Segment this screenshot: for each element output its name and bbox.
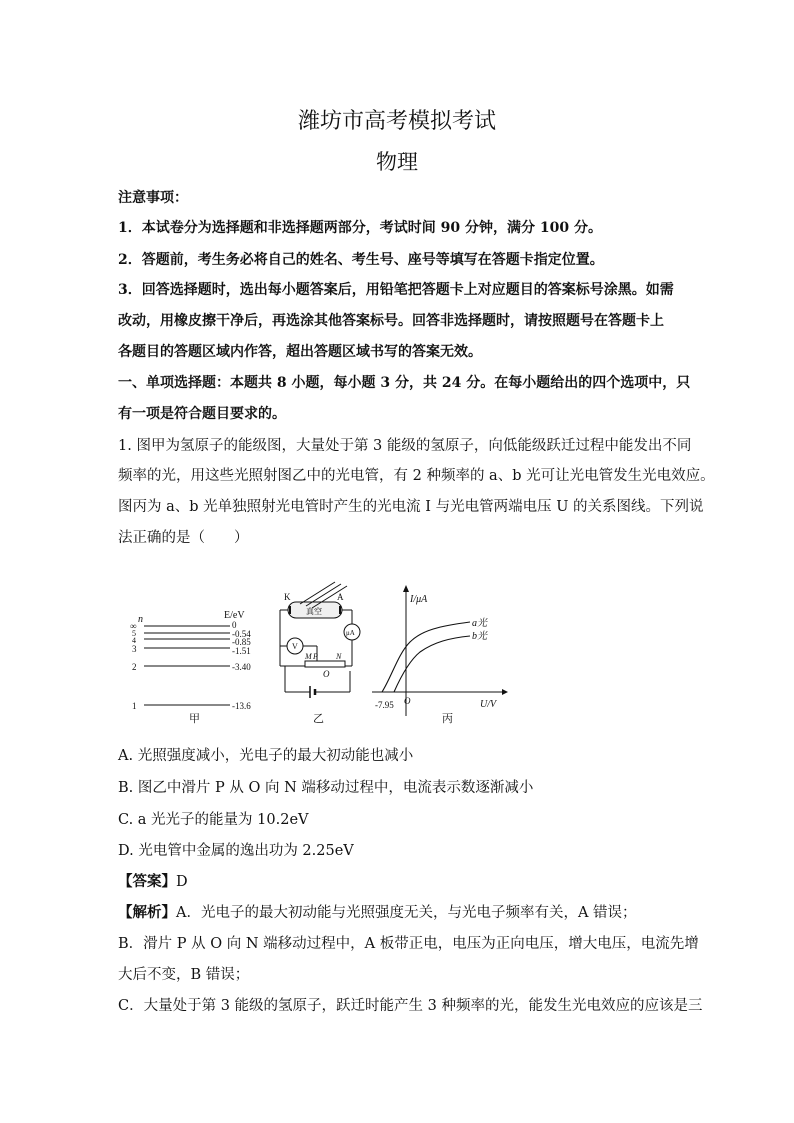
energy-level-diagram [130, 610, 251, 725]
u-axis-label: U/V [480, 699, 497, 710]
answer-label: 【答案】 [118, 873, 176, 890]
label-microammeter: μA [346, 629, 355, 637]
notice-heading: 注意事项： [118, 190, 188, 206]
notice-item-1: 1．本试卷分为选择题和非选择题两部分，考试时间 90 分钟，满分 100 分。 [118, 220, 602, 236]
section-heading-line-2: 有一项是符合题目要求的。 [118, 406, 286, 422]
exam-title: 潍坊市高考模拟考试 [297, 109, 496, 134]
label-a: A [337, 592, 344, 602]
question-1-line-2: 频率的光，用这些光照射图乙中的光电管，有 2 种频率的 a、b 光可让光电管发生光电效应。 [118, 468, 715, 484]
subject-title: 物理 [376, 150, 418, 174]
analysis-label: 【解析】 [118, 904, 176, 921]
light-ray [300, 582, 335, 604]
analysis-line-4: C．大量处于第 3 能级的氢原子，跃迁时能产生 3 种频率的光，能发生光电效应的应该是三 [118, 998, 703, 1014]
answer-line [118, 872, 680, 892]
level-e-3: -1.51 [232, 646, 251, 656]
analysis-line-1 [118, 903, 680, 923]
question-1-line-3: 图丙为 a、b 光单独照射光电管时产生的光电流 I 与光电管两端电压 U 的关系图线。下列说 [118, 499, 704, 515]
label-m: M [305, 652, 312, 661]
curve-a [382, 622, 470, 692]
notice-item-3-line-2: 改动，用橡皮擦干净后，再选涂其他答案标号。回答非选择题时，请按照题号在答题卡上 [118, 313, 664, 329]
analysis-text-1: A．光电子的最大初动能与光照强度无关，与光电子频率有关，A 错误； [176, 905, 637, 921]
answer-value: D [176, 874, 188, 890]
rheostat [305, 661, 345, 667]
level-n-3: 3 [132, 644, 137, 654]
n-axis-label: n [138, 614, 143, 625]
level-n-2: 2 [132, 662, 137, 672]
legend-b: b光 [472, 631, 487, 642]
option-d: D. 光电管中金属的逸出功为 2.25eV [118, 843, 354, 859]
x-tick-label: -7.95 [375, 700, 394, 710]
option-a: A. 光照强度减小，光电子的最大初动能也减小 [118, 748, 414, 764]
level-e-inf: 0 [232, 620, 237, 630]
analysis-line-2: B．滑片 P 从 O 向 N 端移动过程中，A 板带正电，电压为正向电压，增大电压，电流先增 [118, 936, 699, 952]
graph-origin: O [404, 696, 411, 706]
label-n: N [336, 652, 342, 661]
level-n-inf: ∞ [130, 621, 137, 631]
level-e-5: -0.54 [232, 629, 251, 639]
label-voltmeter: V [292, 642, 298, 651]
figure-caption-bing: 丙 [442, 713, 453, 725]
label-vacuum: 真空 [306, 607, 322, 616]
question-1-figure [120, 576, 520, 726]
level-n-5: 5 [132, 629, 136, 638]
notice-item-2: 2．答题前，考生务必将自己的姓名、考生号、座号等填写在答题卡指定位置。 [118, 252, 604, 268]
notice-item-3-line-3: 各题目的答题区域内作答，超出答题区域书写的答案无效。 [118, 344, 482, 360]
legend-a: a光 [472, 618, 487, 629]
question-1-line-1: 1. 图甲为氢原子的能级图，大量处于第 3 能级的氢原子，向低能级跃迁过程中能发出不同 [118, 438, 692, 454]
label-p: P [313, 652, 318, 661]
current-voltage-graph [372, 585, 508, 725]
energy-axis-label: E/eV [224, 610, 245, 621]
question-1-line-4: 法正确的是（ ） [118, 530, 249, 546]
section-heading-line-1: 一、单项选择题：本题共 8 小题，每小题 3 分，共 24 分。在每小题给出的四个选项中，只 [118, 375, 691, 391]
level-e-1: -13.6 [232, 701, 251, 711]
label-o: O [323, 669, 330, 679]
figure-caption-jia: 甲 [189, 713, 200, 725]
option-c: C. a 光光子的能量为 10.2eV [118, 812, 309, 828]
curve-b [394, 636, 470, 692]
i-axis-label: I/μA [410, 594, 428, 605]
level-e-2: -3.40 [232, 662, 251, 672]
option-b: B. 图乙中滑片 P 从 O 向 N 端移动过程中，电流表示数逐渐减小 [118, 780, 534, 796]
label-k: K [284, 592, 291, 602]
figure-caption-yi: 乙 [313, 713, 324, 725]
analysis-line-3: 大后不变，B 错误； [118, 967, 250, 983]
phototube-circuit-diagram [280, 582, 360, 698]
level-n-1: 1 [132, 701, 137, 711]
level-e-4: -0.85 [232, 637, 251, 647]
level-n-4: 4 [132, 636, 136, 645]
notice-item-3-line-1: 3．回答选择题时，选出每小题答案后，用铅笔把答题卡上对应题目的答案标号涂黑。如需 [118, 282, 674, 298]
